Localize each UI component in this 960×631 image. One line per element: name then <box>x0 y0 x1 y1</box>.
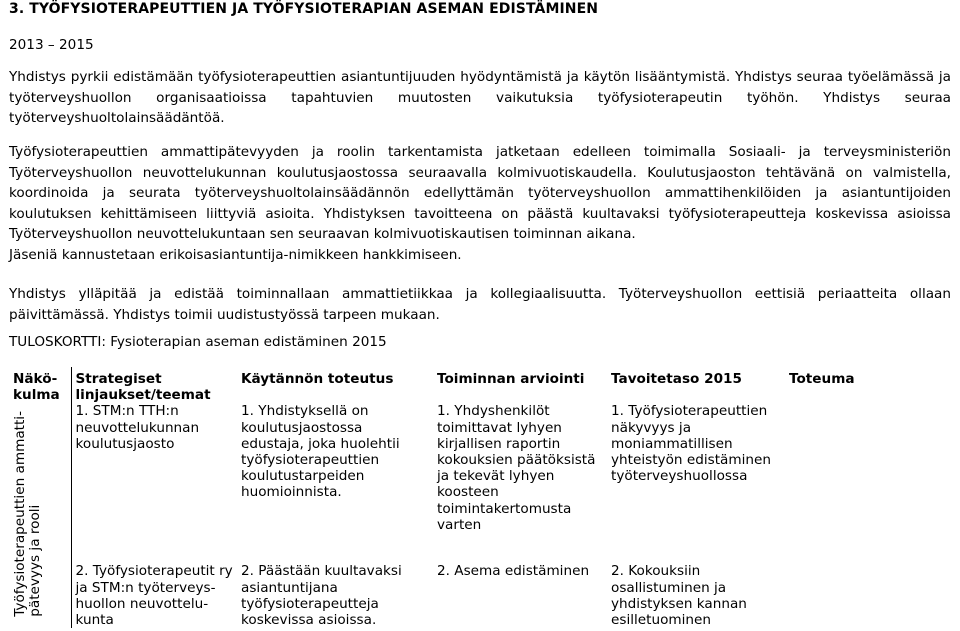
header-target: Tavoitetaso 2015 <box>611 371 742 387</box>
perspective-cell <box>9 403 71 628</box>
cell-evaluation: 1. Yhdyshenkilöt toimittavat lyhyen kirjallisen raportin kokouksien päätöksistä ja tekevät lyhyen koosteen toimintakertomusta varten <box>437 403 596 533</box>
header-practical: Käytännön toteutus <box>241 371 394 387</box>
paragraph-members: Jäseniä kannustetaan erikoisasiantuntija-nimikkeen hankkimiseen. <box>9 247 462 263</box>
header-outcome: Toteuma <box>789 371 855 387</box>
period-dates: 2013 – 2015 <box>9 37 94 53</box>
cell-outcome <box>785 533 960 628</box>
results-table <box>9 367 960 628</box>
paragraph-ethics: Yhdistys ylläpitää ja edistää toiminnallaan ammattietiikkaa ja kollegiaalisuutta. Työterveyshuollon eettisiä periaatteita ollaan päivittämässä. Yhdistys toimii uudistustyössä tarpeen mukaan. <box>9 286 951 323</box>
results-card-title: TULOSKORTTI: Fysioterapian aseman edistäminen 2015 <box>9 334 387 350</box>
section-heading: 3. TYÖFYSIOTERAPEUTTIEN JA TYÖFYSIOTERAPIAN ASEMAN EDISTÄMINEN <box>9 1 599 17</box>
perspective-label <box>13 411 43 617</box>
paragraph-intro: Yhdistys pyrkii edistämään työfysioterapeuttien asiantuntijuuden hyödyntämistä ja käytön lisääntymistä. Yhdistys seuraa työelämässä ja työterveyshuollon organisaatioissa tapahtuvien muutosten vaikutuksia työfysioterapeutin työhön. Yhdistys seuraa työterveyshuoltolainsäädäntöä. <box>9 69 951 127</box>
perspective-label-line: Työfysioterapeuttien ammatti- <box>12 410 28 617</box>
perspective-label-line: pätevyys ja rooli <box>27 504 43 617</box>
cell-practical: 1. Yhdistyksellä on koulutusjaostossa edustaja, joka huolehtii työfysioterapeuttien koulutustarpeiden huomioinnista. <box>241 403 400 501</box>
cell-outcome <box>785 403 960 533</box>
header-evaluation: Toiminnan arviointi <box>437 371 585 387</box>
table-header-row <box>9 367 960 403</box>
cell-strategic: 1. STM:n TTH:n neuvottelukunnan koulutusjaosto <box>75 403 200 452</box>
paragraph-competence: Työfysioterapeuttien ammattipätevyyden ja roolin tarkentamista jatketaan edelleen toimimalla Sosiaali- ja terveysministeriön Työterveyshuollon neuvottelukunnan koulutusjaostossa seuraavalla kolmivuotiskaudella. Koulutusjaoston tehtävänä on valmistella, koordinoida ja seurata työterveyshuoltolainsäädännön edellyttämän työterveyshuollon ammattihenkilöiden ja asiantuntijoiden koulutuksen kehittämiseen liittyviä asioita. Yhdistyksen tavoitteena on päästä kuultavaksi työfysioterapeutteja koskevissa asioissa Työterveyshuollon neuvottelukuntaan sen seuraavan kolmivuotiskautisen toiminnan aikana. <box>9 144 951 243</box>
cell-target: 1. Työfysioterapeuttien näkyvyys ja moniammatillisen yhteistyön edistäminen työterveyshuollossa <box>611 403 771 485</box>
cell-strategic: 2. Työfysioterapeutit ry ja STM:n työterveyshuollon neuvottelukunta <box>75 563 233 628</box>
cell-evaluation: 2. Asema edistäminen <box>437 563 590 580</box>
cell-target: 2. Kokouksiin osallistuminen ja yhdistyksen kannan esilletuominen <box>611 563 747 628</box>
cell-practical: 2. Päästään kuultavaksi asiantuntijana työfysioterapeutteja koskevissa asioissa. <box>241 563 402 628</box>
header-perspective: Näkö- kulma <box>9 367 71 403</box>
table-row <box>9 533 960 628</box>
table-row <box>9 403 960 533</box>
header-strategic: Strategiset linjaukset/teemat <box>75 371 211 404</box>
